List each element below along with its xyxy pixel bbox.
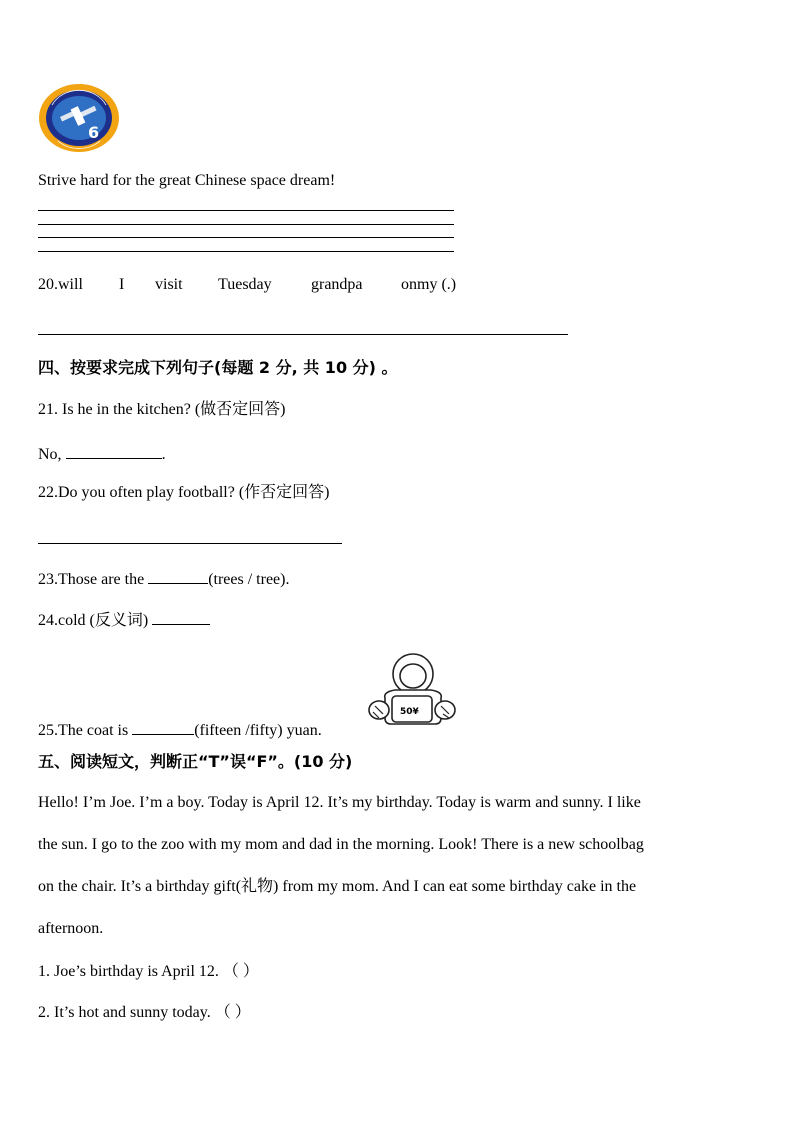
mission-logo bbox=[38, 83, 120, 153]
astronaut-illustration bbox=[365, 652, 457, 732]
slogan: Strive hard for the great Chinese space dream! bbox=[38, 172, 336, 189]
passage-line: afternoon. bbox=[38, 920, 104, 937]
question-text: 24.cold (反义词) bbox=[38, 612, 153, 629]
answer-line-20[interactable] bbox=[38, 334, 568, 335]
scrambled-word: grandpa bbox=[311, 276, 363, 293]
space-emblem-icon bbox=[38, 83, 120, 153]
question-number: 20.will bbox=[38, 276, 83, 293]
writing-line-3[interactable] bbox=[38, 237, 454, 238]
answer-suffix: . bbox=[161, 446, 166, 463]
passage-line: Hello! I’m Joe. I’m a boy. Today is April 12. It’s my birthday. Today is warm and sunny. I like bbox=[38, 794, 641, 811]
question-20 bbox=[38, 275, 498, 295]
question-23 bbox=[38, 567, 289, 590]
question-22: 22.Do you often play football? (作否定回答) bbox=[38, 484, 330, 501]
answer-blank-24[interactable] bbox=[152, 608, 210, 625]
writing-line-4[interactable] bbox=[38, 251, 454, 252]
answer-21 bbox=[38, 442, 166, 465]
section-4-heading: 四、按要求完成下列句子(每题 2 分, 共 10 分) 。 bbox=[38, 358, 398, 377]
tf-question-2 bbox=[38, 1003, 251, 1023]
answer-parentheses[interactable]: （ ） bbox=[222, 963, 259, 980]
scrambled-word: visit bbox=[155, 276, 183, 293]
price-tag-text: 50¥ bbox=[400, 707, 419, 717]
answer-blank-23[interactable] bbox=[148, 567, 208, 584]
answer-blank-25[interactable] bbox=[132, 718, 194, 735]
question-21: 21. Is he in the kitchen? (做否定回答) bbox=[38, 401, 286, 418]
question-options: (fifteen /fifty) yuan. bbox=[194, 722, 322, 739]
svg-text:6: 6 bbox=[88, 123, 100, 142]
scrambled-word: I bbox=[119, 276, 125, 293]
scrambled-word: onmy (.) bbox=[401, 276, 457, 293]
passage-line: on the chair. It’s a birthday gift(礼物) from my mom. And I can eat some birthday cake in the bbox=[38, 878, 637, 895]
reading-passage bbox=[38, 782, 644, 950]
question-25 bbox=[38, 718, 322, 741]
question-text: 2. It’s hot and sunny today. bbox=[38, 1004, 211, 1021]
passage-line: the sun. I go to the zoo with my mom and dad in the morning. Look! There is a new schoolbag bbox=[38, 836, 644, 853]
answer-blank-21[interactable] bbox=[66, 442, 162, 459]
question-options: (trees / tree). bbox=[208, 571, 290, 588]
answer-parentheses[interactable]: （ ） bbox=[214, 1004, 251, 1021]
question-text: 23.Those are the bbox=[38, 571, 149, 588]
astronaut-icon bbox=[365, 652, 457, 732]
writing-line-1[interactable] bbox=[38, 210, 454, 211]
question-text: 1. Joe’s birthday is April 12. bbox=[38, 963, 219, 980]
answer-line-22[interactable] bbox=[38, 543, 342, 544]
writing-line-2[interactable] bbox=[38, 224, 454, 225]
question-text: 25.The coat is bbox=[38, 722, 133, 739]
answer-prefix: No, bbox=[38, 446, 66, 463]
section-5-heading: 五、阅读短文，判断正“T”误“F”。(10 分) bbox=[38, 752, 353, 771]
tf-question-1 bbox=[38, 962, 259, 982]
scrambled-word: Tuesday bbox=[218, 276, 272, 293]
question-24 bbox=[38, 608, 210, 631]
